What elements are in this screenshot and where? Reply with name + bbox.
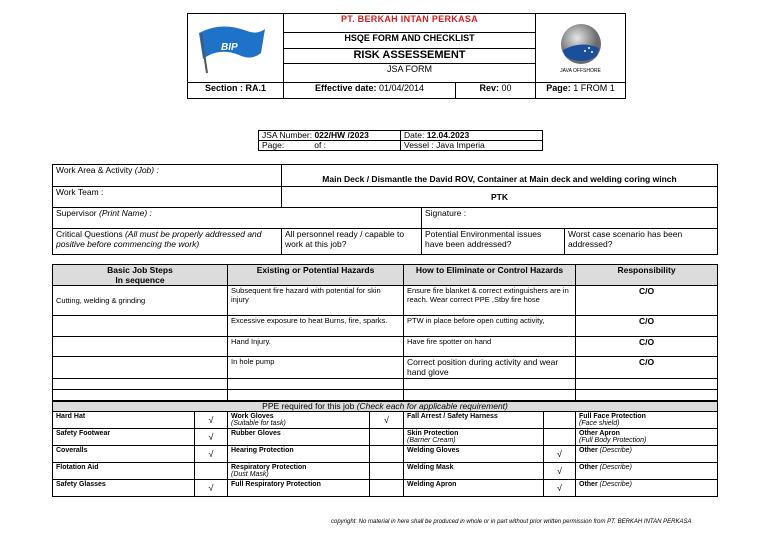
work-team-value: PTK — [282, 187, 718, 208]
ppe-title: PPE required for this job (Check each for applicable requirement) — [53, 402, 718, 412]
control-cell — [404, 389, 576, 400]
ppe-item — [404, 412, 544, 429]
control-cell: Correct position during activity and wear hand glove — [404, 356, 576, 378]
control-cell: Ensure fire blanket & correct extinguishers are in reach. Wear correct PPE ,Stby fire hose — [404, 286, 576, 316]
ppe-item-sub: (Dust Mask) — [231, 471, 269, 478]
step-cell — [53, 316, 228, 336]
right-logo-cell — [536, 14, 626, 83]
ppe-check-cell[interactable]: √ — [195, 446, 228, 463]
step-cell — [53, 336, 228, 356]
critical-questions-label: Critical Questions (All must be properly addressed and positive before commencing the work) — [53, 229, 282, 255]
ppe-item-name: Rubber Gloves — [231, 430, 281, 437]
ppe-item — [404, 480, 544, 497]
col-header-steps: Basic Job Steps In sequence — [53, 265, 228, 286]
ppe-item — [576, 429, 718, 446]
responsibility-cell: C/O — [576, 316, 718, 336]
responsibility-cell: C/O — [576, 286, 718, 316]
jsa-date: Date: 12.04.2023 — [401, 131, 543, 141]
svg-text:BIP: BIP — [221, 42, 238, 54]
hazard-cell — [228, 389, 404, 400]
job-steps-table — [52, 264, 718, 401]
ppe-row — [53, 480, 718, 497]
ppe-check-cell[interactable]: √ — [195, 429, 228, 446]
ppe-check-cell[interactable]: √ — [195, 412, 228, 429]
ppe-item — [53, 480, 195, 497]
ppe-item — [576, 412, 718, 429]
control-cell: Have fire spotter on hand — [404, 336, 576, 356]
ppe-item — [228, 429, 370, 446]
ppe-item — [53, 463, 195, 480]
jsa-form-title: JSA FORM — [284, 64, 536, 83]
java-offshore-logo — [559, 22, 603, 66]
ppe-check-cell[interactable]: √ — [544, 480, 576, 497]
jsa-vessel: Vessel : Java Imperia — [401, 141, 543, 151]
control-cell — [404, 378, 576, 389]
work-info-table — [52, 164, 718, 255]
ppe-check-cell[interactable]: √ — [195, 480, 228, 497]
ppe-check-cell[interactable] — [370, 480, 404, 497]
ppe-item-name: Other — [579, 447, 600, 454]
ppe-item-name: Full Face Protection — [579, 413, 646, 420]
page-number: Page: 1 FROM 1 — [536, 83, 626, 99]
hazard-cell — [228, 378, 404, 389]
ppe-item-name: Full Respiratory Protection — [231, 481, 321, 488]
table-row — [53, 286, 718, 316]
ppe-row — [53, 446, 718, 463]
ppe-item — [53, 446, 195, 463]
ppe-item — [228, 463, 370, 480]
ppe-item-name: Other — [579, 481, 600, 488]
ppe-item-name: Safety Footwear — [56, 430, 111, 437]
work-area-value: Main Deck / Dismantle the David ROV, Container at Main deck and welding coring winch — [282, 165, 718, 187]
jsa-page: Page: of : — [259, 141, 401, 151]
ppe-item-name: Hearing Protection — [231, 447, 294, 454]
ppe-item-name: Other Apron — [579, 430, 620, 437]
ppe-item — [404, 446, 544, 463]
hazard-cell: In hole pump — [228, 356, 404, 378]
bip-flag-logo — [191, 19, 273, 75]
ppe-item-sub: (Describe) — [599, 464, 632, 471]
ppe-body — [53, 412, 718, 497]
ppe-row — [53, 429, 718, 446]
ppe-check-cell[interactable] — [370, 429, 404, 446]
jsa-info-table — [258, 130, 543, 151]
ppe-item-name: Respiratory Protection — [231, 464, 307, 471]
col-header-hazards: Existing or Potential Hazards — [228, 265, 404, 286]
ppe-item — [228, 412, 370, 429]
hazard-cell: Excessive exposure to heat Burns, fire, sparks. — [228, 316, 404, 336]
section-label: Section : RA.1 — [188, 83, 284, 99]
ppe-item — [404, 463, 544, 480]
step-cell — [53, 356, 228, 378]
revision: Rev: 00 — [456, 83, 536, 99]
ppe-check-cell[interactable]: √ — [370, 412, 404, 429]
ppe-item-name: Fall Arrest / Safety Harness — [407, 413, 498, 420]
ppe-check-cell[interactable] — [195, 463, 228, 480]
ppe-item — [576, 463, 718, 480]
table-row — [53, 389, 718, 400]
question-worst-case: Worst case scenario has been addressed? — [565, 229, 718, 255]
form-title: HSQE FORM AND CHECKLIST — [284, 32, 536, 48]
right-logo-caption: JAVA OFFSHORE — [560, 68, 601, 75]
ppe-row — [53, 463, 718, 480]
ppe-item — [53, 412, 195, 429]
ppe-item-name: Welding Mask — [407, 464, 454, 471]
question-environmental: Potential Environmental issues have been addressed? — [422, 229, 565, 255]
col-header-responsibility: Responsibility — [576, 265, 718, 286]
ppe-check-cell[interactable] — [370, 446, 404, 463]
responsibility-cell — [576, 378, 718, 389]
ppe-item-sub: (Describe) — [599, 481, 632, 488]
ppe-item-sub: (Suitable for task) — [231, 420, 286, 427]
signature-label: Signature : — [422, 208, 718, 229]
ppe-item-name: Coveralls — [56, 447, 88, 454]
ppe-item-sub: (Face shield) — [579, 420, 620, 427]
ppe-check-cell[interactable]: √ — [544, 463, 576, 480]
ppe-table — [52, 401, 718, 497]
table-row — [53, 336, 718, 356]
risk-title: RISK ASSESSEMENT — [284, 48, 536, 64]
step-cell — [53, 378, 228, 389]
hazard-cell: Hand Injury. — [228, 336, 404, 356]
ppe-item-name: Hard Hat — [56, 413, 86, 420]
ppe-item-name: Welding Apron — [407, 481, 457, 488]
jsa-number: JSA Number: 022/HW /2023 — [259, 131, 401, 141]
supervisor-label: Supervisor (Print Name) : — [53, 208, 422, 229]
effective-date: Effective date: 01/04/2014 — [284, 83, 456, 99]
ppe-item — [576, 480, 718, 497]
col-header-controls: How to Eliminate or Control Hazards — [404, 265, 576, 286]
step-cell — [53, 389, 228, 400]
ppe-check-cell[interactable] — [544, 429, 576, 446]
ppe-check-cell[interactable]: √ — [544, 446, 576, 463]
ppe-item-sub: (Describe) — [599, 447, 632, 454]
responsibility-cell: C/O — [576, 356, 718, 378]
company-logo-cell — [188, 14, 284, 83]
responsibility-cell — [576, 389, 718, 400]
ppe-check-cell[interactable] — [370, 463, 404, 480]
question-personnel: All personnel ready / capable to work at this job? — [282, 229, 422, 255]
ppe-item-sub: (Full Body Protection) — [579, 437, 647, 444]
ppe-item — [53, 429, 195, 446]
ppe-item-name: Safety Glasses — [56, 481, 106, 488]
table-row — [53, 378, 718, 389]
control-cell: PTW in place before open cutting activity, — [404, 316, 576, 336]
responsibility-cell: C/O — [576, 336, 718, 356]
ppe-item-name: Welding Gloves — [407, 447, 460, 454]
header-table — [187, 13, 626, 99]
ppe-item-sub: (Barrier Cream) — [407, 437, 456, 444]
ppe-item — [228, 446, 370, 463]
ppe-row — [53, 412, 718, 429]
table-row — [53, 316, 718, 336]
copyright-notice: copyright: No material in here shall be produced in whole or in part without prior written permission from PT. BERKAH INTAN PERKASA — [331, 519, 692, 525]
step-cell: Cutting, welding & grinding — [53, 286, 228, 316]
company-name: PT. BERKAH INTAN PERKASA — [284, 14, 536, 33]
table-row — [53, 356, 718, 378]
work-team-label: Work Team : — [53, 187, 282, 208]
ppe-item-name: Other — [579, 464, 600, 471]
ppe-item — [228, 480, 370, 497]
ppe-item-name: Flotation Aid — [56, 464, 99, 471]
hazard-cell: Subsequent fire hazard with potential for skin injury — [228, 286, 404, 316]
ppe-item-name: Skin Protection — [407, 430, 459, 437]
work-area-label: Work Area & Activity (Job) : — [53, 165, 282, 187]
ppe-item — [576, 446, 718, 463]
ppe-check-cell[interactable] — [544, 412, 576, 429]
ppe-item-name: Work Gloves — [231, 413, 274, 420]
ppe-item — [404, 429, 544, 446]
